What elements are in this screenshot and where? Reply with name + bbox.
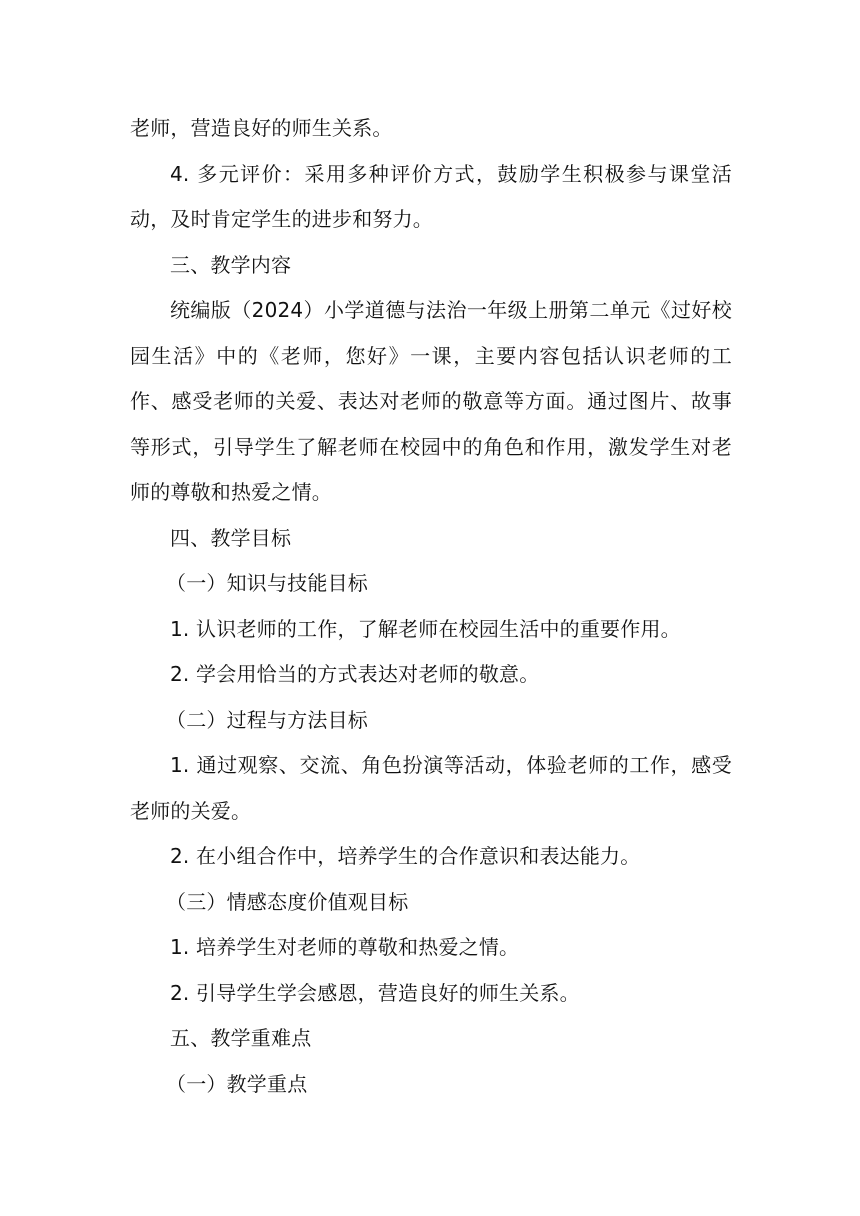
paragraph-multi-evaluation: 4. 多元评价：采用多种评价方式，鼓励学生积极参与课堂活动，及时肯定学生的进步和努力。 [130,161,732,231]
subheading-knowledge-goals: （一）知识与技能目标 [166,571,368,595]
list-item-knowledge-1: 1. 认识老师的工作，了解老师在校园生活中的重要作用。 [170,616,681,641]
subheading-emotion-goals: （三）情感态度价值观目标 [166,889,409,914]
paragraph-teaching-content: 统编版（2024）小学道德与法治一年级上册第二单元《过好校园生活》中的《老师，您好》一课，主要内容包括认识老师的工作、感受老师的关爱、表达对老师的敬意等方面。通过图片、故事等形式，引导学生了解老师在校园中的角色和作用，激发学生对老师的尊敬和热爱之情。 [130,298,732,504]
list-item-emotion-1: 1. 培养学生对老师的尊敬和热爱之情。 [170,935,520,959]
section-heading-teaching-goals: 四、教学目标 [170,525,292,550]
list-item-process-2: 2. 在小组合作中，培养学生的合作意识和表达能力。 [170,844,641,868]
list-item-knowledge-2: 2. 学会用恰当的方式表达对老师的敬意。 [170,662,540,686]
subheading-process-goals: （二）过程与方法目标 [166,707,368,732]
paragraph-continuation: 老师，营造良好的师生关系。 [130,116,393,140]
list-item-emotion-2: 2. 引导学生学会感恩，营造良好的师生关系。 [170,980,580,1005]
list-item-process-1: 1. 通过观察、交流、角色扮演等活动，体验老师的工作，感受老师的关爱。 [130,753,732,823]
document-body [130,106,732,1107]
subheading-teaching-focus: （一）教学重点 [166,1071,308,1096]
section-heading-teaching-content: 三、教学内容 [170,252,292,277]
section-heading-key-difficult-points: 五、教学重难点 [170,1026,312,1050]
